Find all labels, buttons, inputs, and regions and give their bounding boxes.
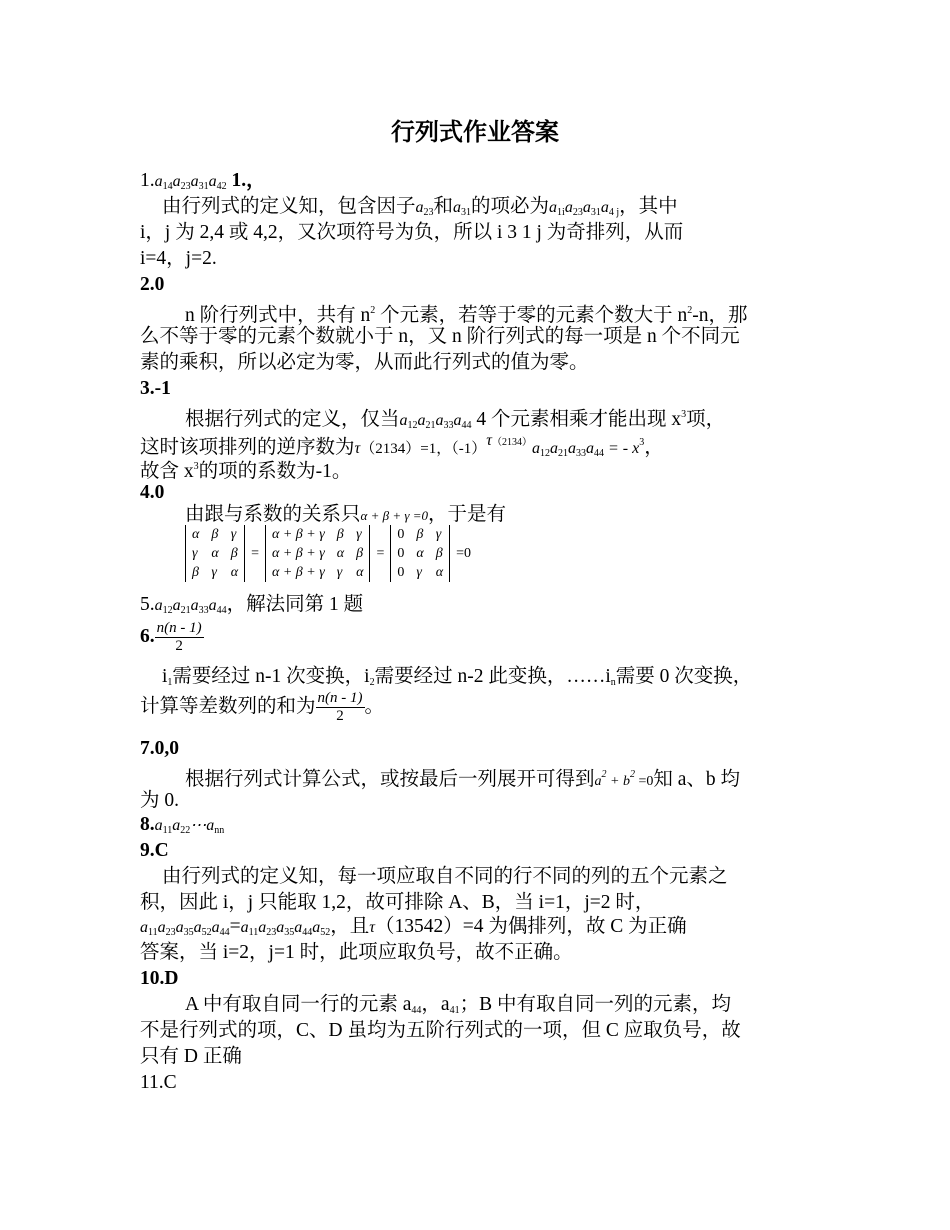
q9-line-1: 由行列式的定义知，每一项应取自不同的行不同的列的五个元素之 <box>162 866 728 887</box>
q3-line-3: 故含 $x^3$的项的系数为-1。 <box>140 461 352 482</box>
q10-label: 10.D <box>140 968 179 989</box>
q2-line-2: 么不等于零的元素个数就小于 n，又 n 阶行列式的每一项是 n 个不同元 <box>140 326 740 347</box>
q5-product: $a_{12}a_{21}a_{33}a_{44}$ <box>154 597 227 616</box>
q1-line-3: i=4，j=2. <box>140 248 217 269</box>
q6-line-1: $i_1$需要经过 n-1 次变换，$i_2$需要经过 n-2 此变换，$\dots\dots i_n$需要 0 次变换， <box>162 666 753 688</box>
q9-line-2: 积，因此 i，j 只能取 1,2，故可排除 A、B，当 i=1，j=2 时， <box>140 892 655 913</box>
q6-sum-fraction: $\frac{n(n - 1)}{2}$ <box>317 690 363 724</box>
factor-a31: $a_{31}$ <box>453 199 472 218</box>
factor-a23: $a_{23}$ <box>415 199 434 218</box>
q3-term: $a_{12}a_{21}a_{33}a_{44}$ <box>531 440 604 459</box>
q2-line-1: n 阶行列式中，共有 $n^2$ 个元素，若等于零的元素个数大于 $n^2-n$，那 <box>185 305 748 326</box>
q2-line-3: 素的乘积，所以必定为零，从而此行列式的值为零。 <box>140 352 589 373</box>
q10-line-2: 不是行列式的项，C、D 虽均为五阶行列式的一项，但 C 应取负号，故 <box>140 1020 741 1041</box>
q3-product: $a_{12}a_{21}a_{33}a_{44}$ <box>399 412 472 431</box>
q9-term-left: $a_{11}a_{23}a_{35}a_{52}a_{44}$ <box>140 919 230 938</box>
q9-term-right: $a_{11}a_{23}a_{35}a_{44}a_{52}$ <box>240 919 331 938</box>
q2-label: 2.0 <box>140 274 165 295</box>
q4-line-1: 由跟与系数的关系只α + β + γ =0，于是有 <box>185 504 507 525</box>
q7-line-1: 根据行列式计算公式，或按最后一列展开可得到$a^2 + b^2 =0$知 a、b 均 <box>185 769 741 790</box>
q1-label: 1. <box>140 170 155 191</box>
document-title: 行列式作业答案 <box>391 118 559 146</box>
q7-label: 7.0,0 <box>140 738 179 759</box>
q9-label: 9.C <box>140 840 169 861</box>
q9-line-4: 答案，当 i=2，j=1 时，此项应取负号，故不正确。 <box>140 942 573 963</box>
q4-label: 4.0 <box>140 482 165 503</box>
q3-line-2: 这时该项排列的逆序数为τ（2134）=1，$(-1)^{\tau(2134)}a_{12}a_{21}a_{33}a_{44}$ = - $x^3$， <box>140 432 664 459</box>
q7-equation: $a^2 + b^2$ <box>594 769 635 789</box>
q10-line-1: A 中有取自同一行的元素 $a_{44}$，$a_{41}$；B 中有取自同一列的元素，均 <box>185 994 731 1016</box>
q1-line-2: i，j 为 2,4 或 4,2，又次项符号为负，所以 i 3 1 j 为奇排列，从而 <box>140 222 684 243</box>
q8-line: $8.a_{11}a_{22}\cdots a_{nn}$ <box>140 814 225 836</box>
q4-determinant-equation: α β γ = α + β + γ β γ = 0 β γ =0 γ α β α + β + γ α β 0 α β β γ α α + β + γ γ α 0 γ α <box>185 525 477 582</box>
q8-product: $a_{11}a_{22}\cdots a_{nn}$ <box>154 817 225 836</box>
q7-line-2: 为 0. <box>140 790 180 811</box>
q6-answer-line: 6. $\frac{n(n - 1)}{2}$ <box>140 620 202 654</box>
q1-product: $a_{14}a_{23}a_{31}a_{42}$ <box>154 173 227 192</box>
q3-label: 3.-1 <box>140 378 171 399</box>
q6-fraction: $\frac{n(n - 1)}{2}$ <box>156 620 202 654</box>
q11-label: 11.C <box>140 1072 177 1093</box>
q1-answer-tail: 1.， <box>231 170 266 191</box>
q5-line: $5.a_{12}a_{21}a_{33}a_{44}$，解法同第 1 题 <box>140 594 364 616</box>
tau-symbol: τ <box>354 440 361 457</box>
q1-line-1: 由行列式的定义知，包含因子$a_{23}$和$a_{31}$的项必为$a_{1i}a_{23}a_{31}a_{4 j}$，其中 <box>162 196 678 218</box>
term-a1i-a23-a31-a4j: $a_{1i}a_{23}a_{31}a_{4 j}$ <box>549 199 620 218</box>
q6-line-2: 计算等差数列的和为 $\frac{n(n - 1)}{2}$ 。 <box>140 690 385 724</box>
q3-line-1: 根据行列式的定义，仅当$a_{12}a_{21}a_{33}a_{44}$ 4 个元素相乘才能出现 $x^3$项， <box>185 409 726 431</box>
q9-line-3: $a_{11}a_{23}a_{35}a_{52}a_{44}=a_{11}a_{23}a_{35}a_{44}a_{52}$，且τ（13542）=4 为偶排列，故 C 为正确 <box>140 916 687 938</box>
q10-line-3: 只有 D 正确 <box>140 1046 242 1067</box>
